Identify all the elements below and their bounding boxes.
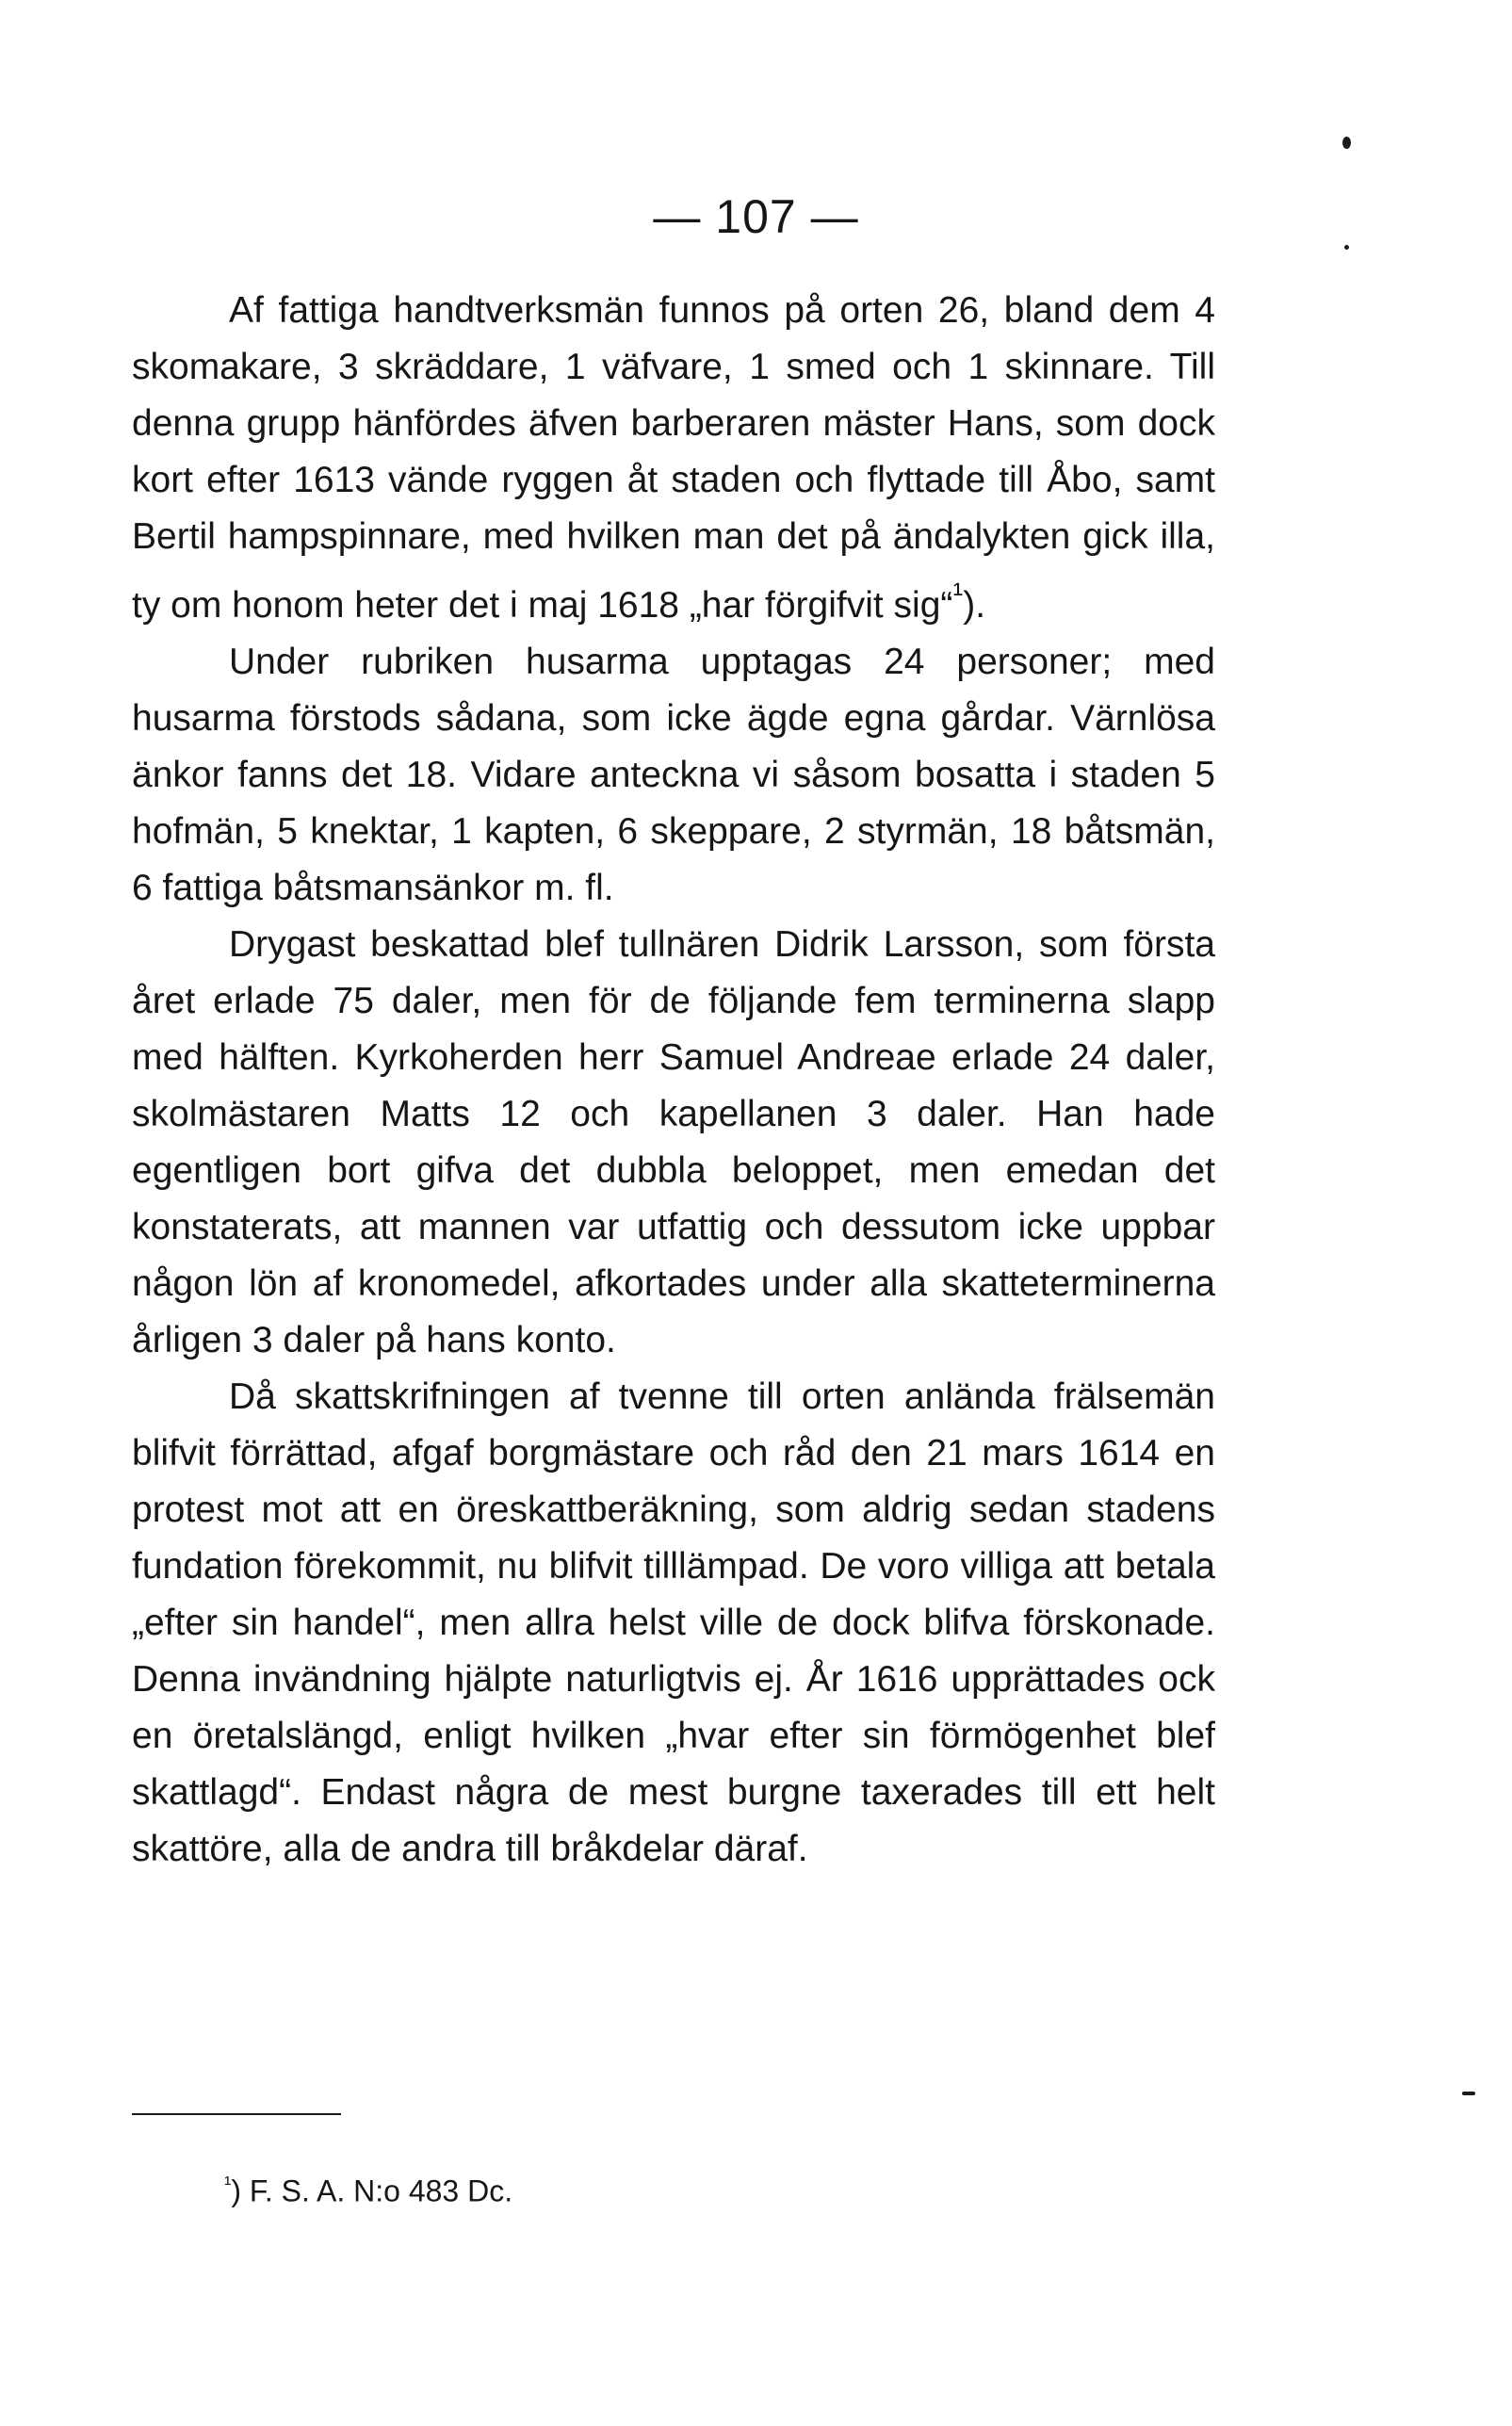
ink-speck xyxy=(1342,137,1351,149)
paragraph-text: ). xyxy=(963,585,986,626)
footnote-reference: ¹ xyxy=(952,577,964,611)
paragraph-text: Af fattiga handtverksmän funnos på orten 26, bland dem 4 skomakare, 3 skräddare, 1 väfvare, 1 smed och 1 skinnare. Till denna grupp hänfördes äfven barberaren mäster Hans, som dock kort efter 1613 vände ryggen åt staden och flyttade till Åbo, samt Bertil hampspinnare, med hvilken man det på ändalykten gick illa, ty om honom heter det i maj 1618 „har förgifvit sig“ xyxy=(132,290,1215,626)
footnote xyxy=(224,2165,512,2210)
paragraph-husarma: Under rubriken husarma upptagas 24 personer; med husarma förstods sådana, som icke ägde egna gårdar. Värnlösa änkor fanns det 18. Vidare anteckna vi såsom bosatta i staden 5 hofmän, 5 knektar, 1 kapten, 6 skeppare, 2 styrmän, 18 båtsmän, 6 fattiga båtsmansänkor m. fl. xyxy=(132,642,1215,908)
footnote-marker: ¹ xyxy=(224,2172,232,2195)
ink-speck xyxy=(1344,245,1349,250)
paragraph-craftsmen xyxy=(132,283,1215,634)
paragraph-protest: Då skattskrifningen af tvenne till orten anlända frälsemän blifvit förrättad, afgaf borgmästare och råd den 21 mars 1614 en protest mot att en öreskattberäkning, som aldrig sedan stadens fundation förekommit, nu blifvit tilllämpad. De voro villiga att betala „efter sin handel“, men allra helst ville de dock blifva förskonade. Denna invändning hjälpte naturligtvis ej. År 1616 upprättades ock en öretalslängd, enligt hvilken „hvar efter sin förmögenhet blef skattlagd“. Endast några de mest burgne taxerades till ett helt skattöre, alla de andra till bråkdelar däraf. xyxy=(132,1376,1215,1869)
body-text xyxy=(132,283,1215,1878)
footnote-text: ) F. S. A. N:o 483 Dc. xyxy=(231,2174,513,2208)
ink-speck xyxy=(1462,2092,1475,2095)
footnote-divider xyxy=(132,2113,341,2115)
page-number: — 107 — xyxy=(653,190,859,243)
paragraph-taxation: Drygast beskattad blef tullnären Didrik Larsson, som första året erlade 75 daler, men för de följande fem terminerna slapp med hälften. Kyrkoherden herr Samuel Andreae erlade 24 daler, skolmästaren Matts 12 och kapellanen 3 daler. Han hade egentligen bort gifva det dubbla beloppet, men emedan det konstaterats, att mannen var utfattig och dessutom icke uppbar någon lön af kronomedel, afkortades under alla skatteterminerna årligen 3 daler på hans konto. xyxy=(132,924,1215,1360)
